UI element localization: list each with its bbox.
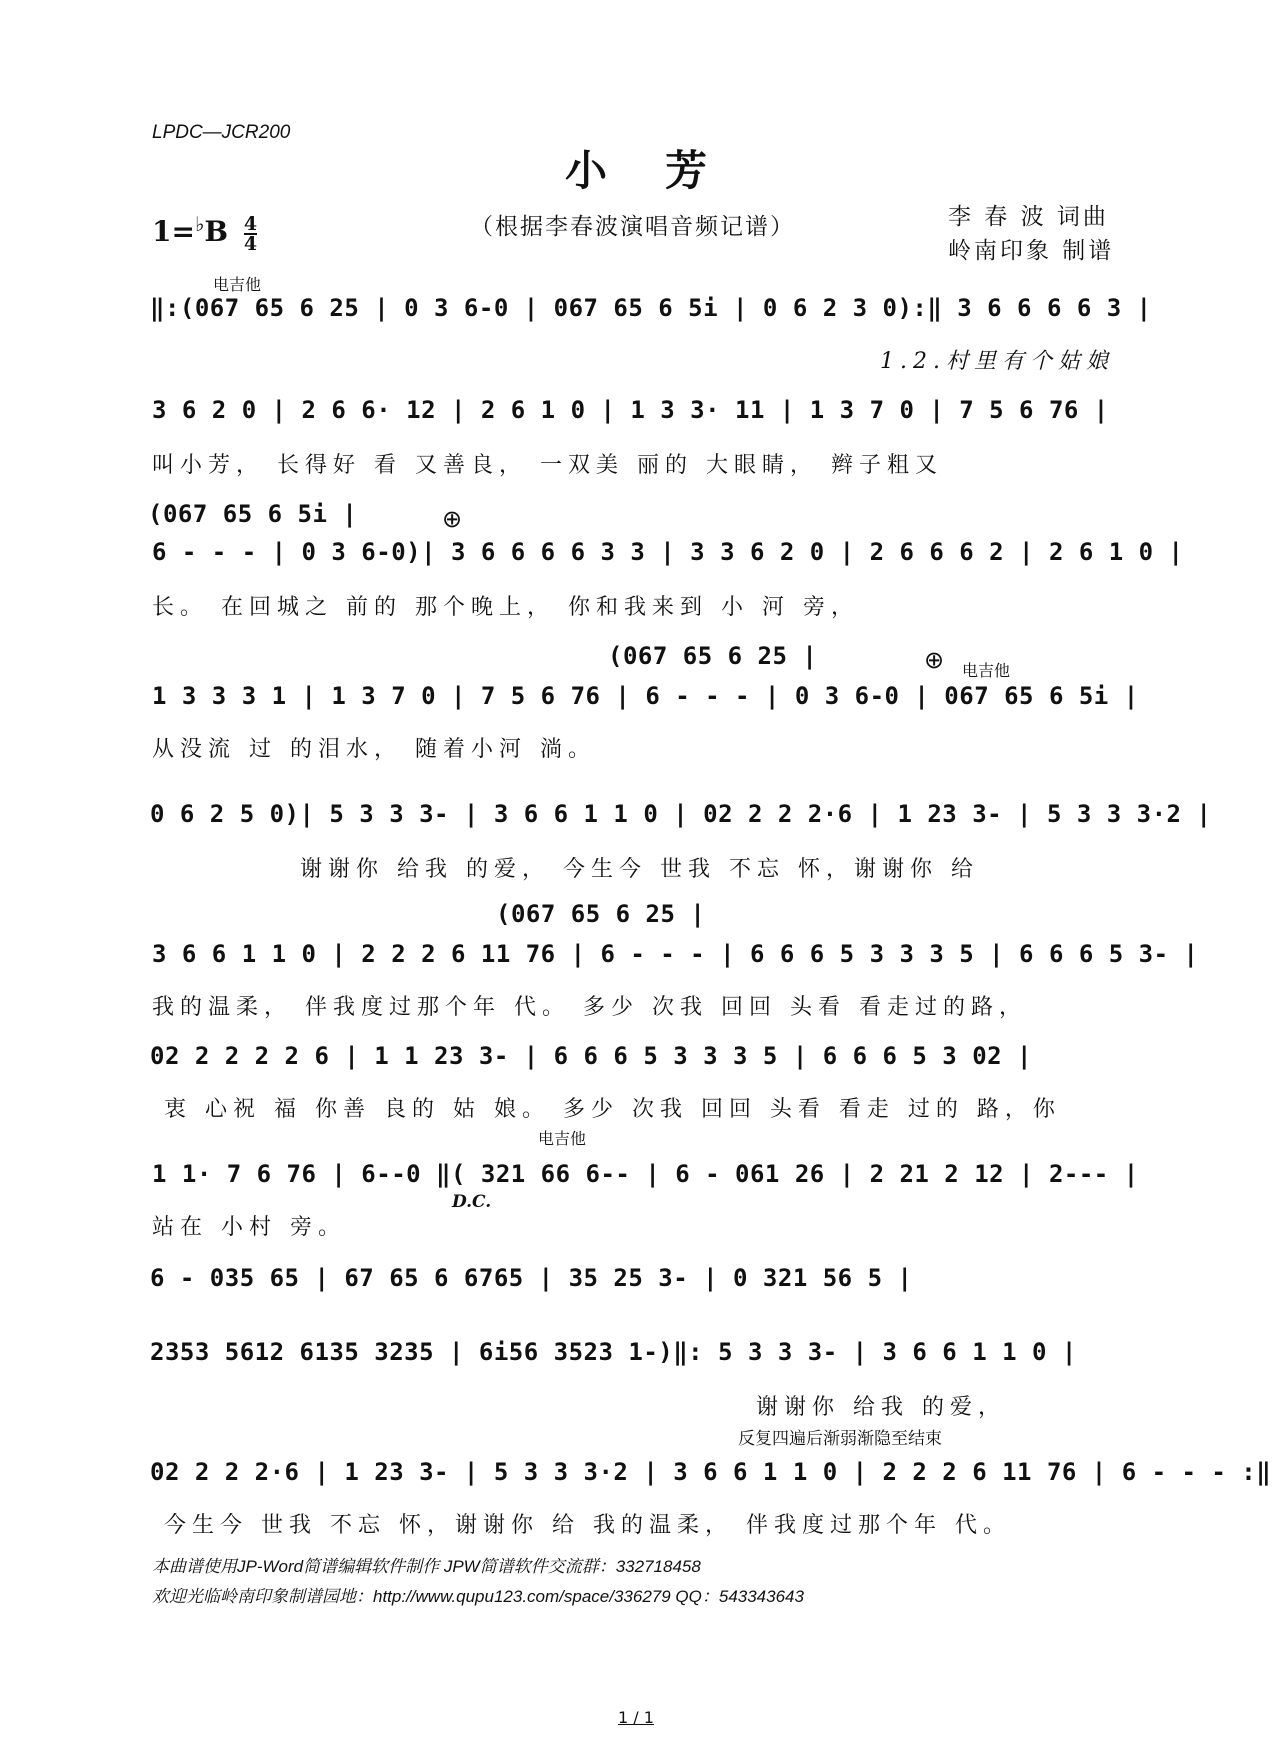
- song-subtitle: （根据李春波演唱音频记谱）: [470, 214, 795, 240]
- notation-line-6: 3 6 6 1 1 0 | 2 2 2 6 11 76 | 6 - - - | 6 6 6 5 3 3 3 5 | 6 6 6 5 3- |: [152, 940, 1199, 968]
- notation-line-10: 2353 5612 6135 3235 | 6i56 3523 1-)‖: 5 3 3 3- | 3 6 6 1 1 0 |: [150, 1338, 1077, 1366]
- coda-icon: ⊕: [924, 646, 945, 674]
- footer-software-note: 本曲谱使用JP-Word简谱编辑软件制作 JPW简谱软件交流群：332718458: [152, 1557, 701, 1576]
- notation-upper-3: (067 65 6 5i |: [148, 500, 358, 528]
- instrument-label: 电吉他: [538, 1129, 587, 1148]
- notation-line-7: 02 2 2 2 2 6 | 1 1 23 3- | 6 6 6 5 3 3 3 5 | 6 6 6 5 3 02 |: [150, 1042, 1033, 1070]
- notation-line-2: 3 6 2 0 | 2 6 6· 12 | 2 6 1 0 | 1 3 3· 11 | 1 3 7 0 | 7 5 6 76 |: [152, 396, 1109, 424]
- notation-line-3: 6 - - - | 0 3 6-0)| 3 6 6 6 6 3 3 | 3 3 6 2 0 | 2 6 6 6 2 | 2 6 1 0 |: [152, 538, 1184, 566]
- meter-bottom: 4: [243, 232, 258, 255]
- lyrics-line-2: 叫小芳， 长得好 看 又善良， 一双美 丽的 大眼睛， 辫子粗又: [152, 453, 943, 478]
- lyrics-line-6: 我的温柔， 伴我度过那个年 代。 多少 次我 回回 头看 看走过的路，: [152, 995, 1027, 1020]
- composer-credit: 李 春 波 词曲: [948, 204, 1109, 230]
- lyrics-line-1: 1.2.村里有个姑娘: [880, 349, 1114, 374]
- lyrics-line-3: 长。 在回城之 前的 那个晚上， 你和我来到 小 河 旁，: [152, 595, 859, 620]
- notation-line-8: 1 1· 7 6 76 | 6--0 ‖( 321 66 6-- | 6 - 061 26 | 2 21 2 12 | 2--- |: [152, 1160, 1139, 1188]
- repeat-instruction: 反复四遍后渐弱渐隐至结束: [738, 1429, 942, 1449]
- key-note: B: [204, 215, 229, 248]
- lyrics-line-5: 谢谢你 给我 的爱， 今生今 世我 不忘 怀，谢谢你 给: [300, 857, 979, 882]
- meter-top: 4: [243, 212, 258, 235]
- key-signature: [152, 212, 257, 253]
- page-number-text: 1 / 1: [618, 1708, 654, 1727]
- lyrics-line-11: 今生今 世我 不忘 怀，谢谢你 给 我的温柔， 伴我度过那个年 代。: [164, 1513, 1011, 1538]
- lyrics-line-10: 谢谢你 给我 的爱，: [756, 1395, 1006, 1420]
- instrument-label: 电吉他: [213, 275, 262, 294]
- dc-marking: D.C.: [452, 1192, 492, 1212]
- notation-line-11: 02 2 2 2·6 | 1 23 3- | 5 3 3 3·2 | 3 6 6 1 1 0 | 2 2 2 6 11 76 | 6 - - - :‖: [150, 1458, 1272, 1486]
- score-code: LPDC—JCR200: [152, 122, 291, 143]
- flat-sign: ♭: [194, 212, 205, 236]
- lyrics-line-8: 站在 小村 旁。: [152, 1215, 346, 1240]
- notation-upper-4: (067 65 6 25 |: [608, 642, 818, 670]
- notation-credit: 岭南印象 制谱: [948, 238, 1115, 264]
- lyrics-line-7: 衷 心祝 福 你善 良的 姑 娘。 多少 次我 回回 头看 看走 过的 路，你: [164, 1097, 1061, 1122]
- song-title: 小芳: [564, 146, 765, 195]
- lyrics-line-4: 从没流 过 的泪水， 随着小河 淌。: [152, 737, 596, 762]
- notation-upper-6: (067 65 6 25 |: [496, 900, 706, 928]
- instrument-label: 电吉他: [962, 661, 1011, 680]
- page-number: [0, 1708, 1272, 1727]
- time-signature: [243, 212, 258, 255]
- footer-website-note: 欢迎光临岭南印象制谱园地：http://www.qupu123.com/space/336279 QQ：543343643: [152, 1587, 804, 1606]
- notation-line-1: ‖:(067 65 6 25 | 0 3 6-0 | 067 65 6 5i | 0 6 2 3 0):‖ 3 6 6 6 6 3 |: [150, 294, 1152, 322]
- notation-line-9: 6 - 035 65 | 67 65 6 6765 | 35 25 3- | 0 321 56 5 |: [150, 1264, 913, 1292]
- key-prefix: 1=: [152, 215, 195, 248]
- notation-line-4: 1 3 3 3 1 | 1 3 7 0 | 7 5 6 76 | 6 - - - | 0 3 6-0 | 067 65 6 5i |: [152, 682, 1139, 710]
- coda-icon: ⊕: [442, 505, 463, 533]
- notation-line-5: 0 6 2 5 0)| 5 3 3 3- | 3 6 6 1 1 0 | 02 2 2 2·6 | 1 23 3- | 5 3 3 3·2 |: [150, 800, 1212, 828]
